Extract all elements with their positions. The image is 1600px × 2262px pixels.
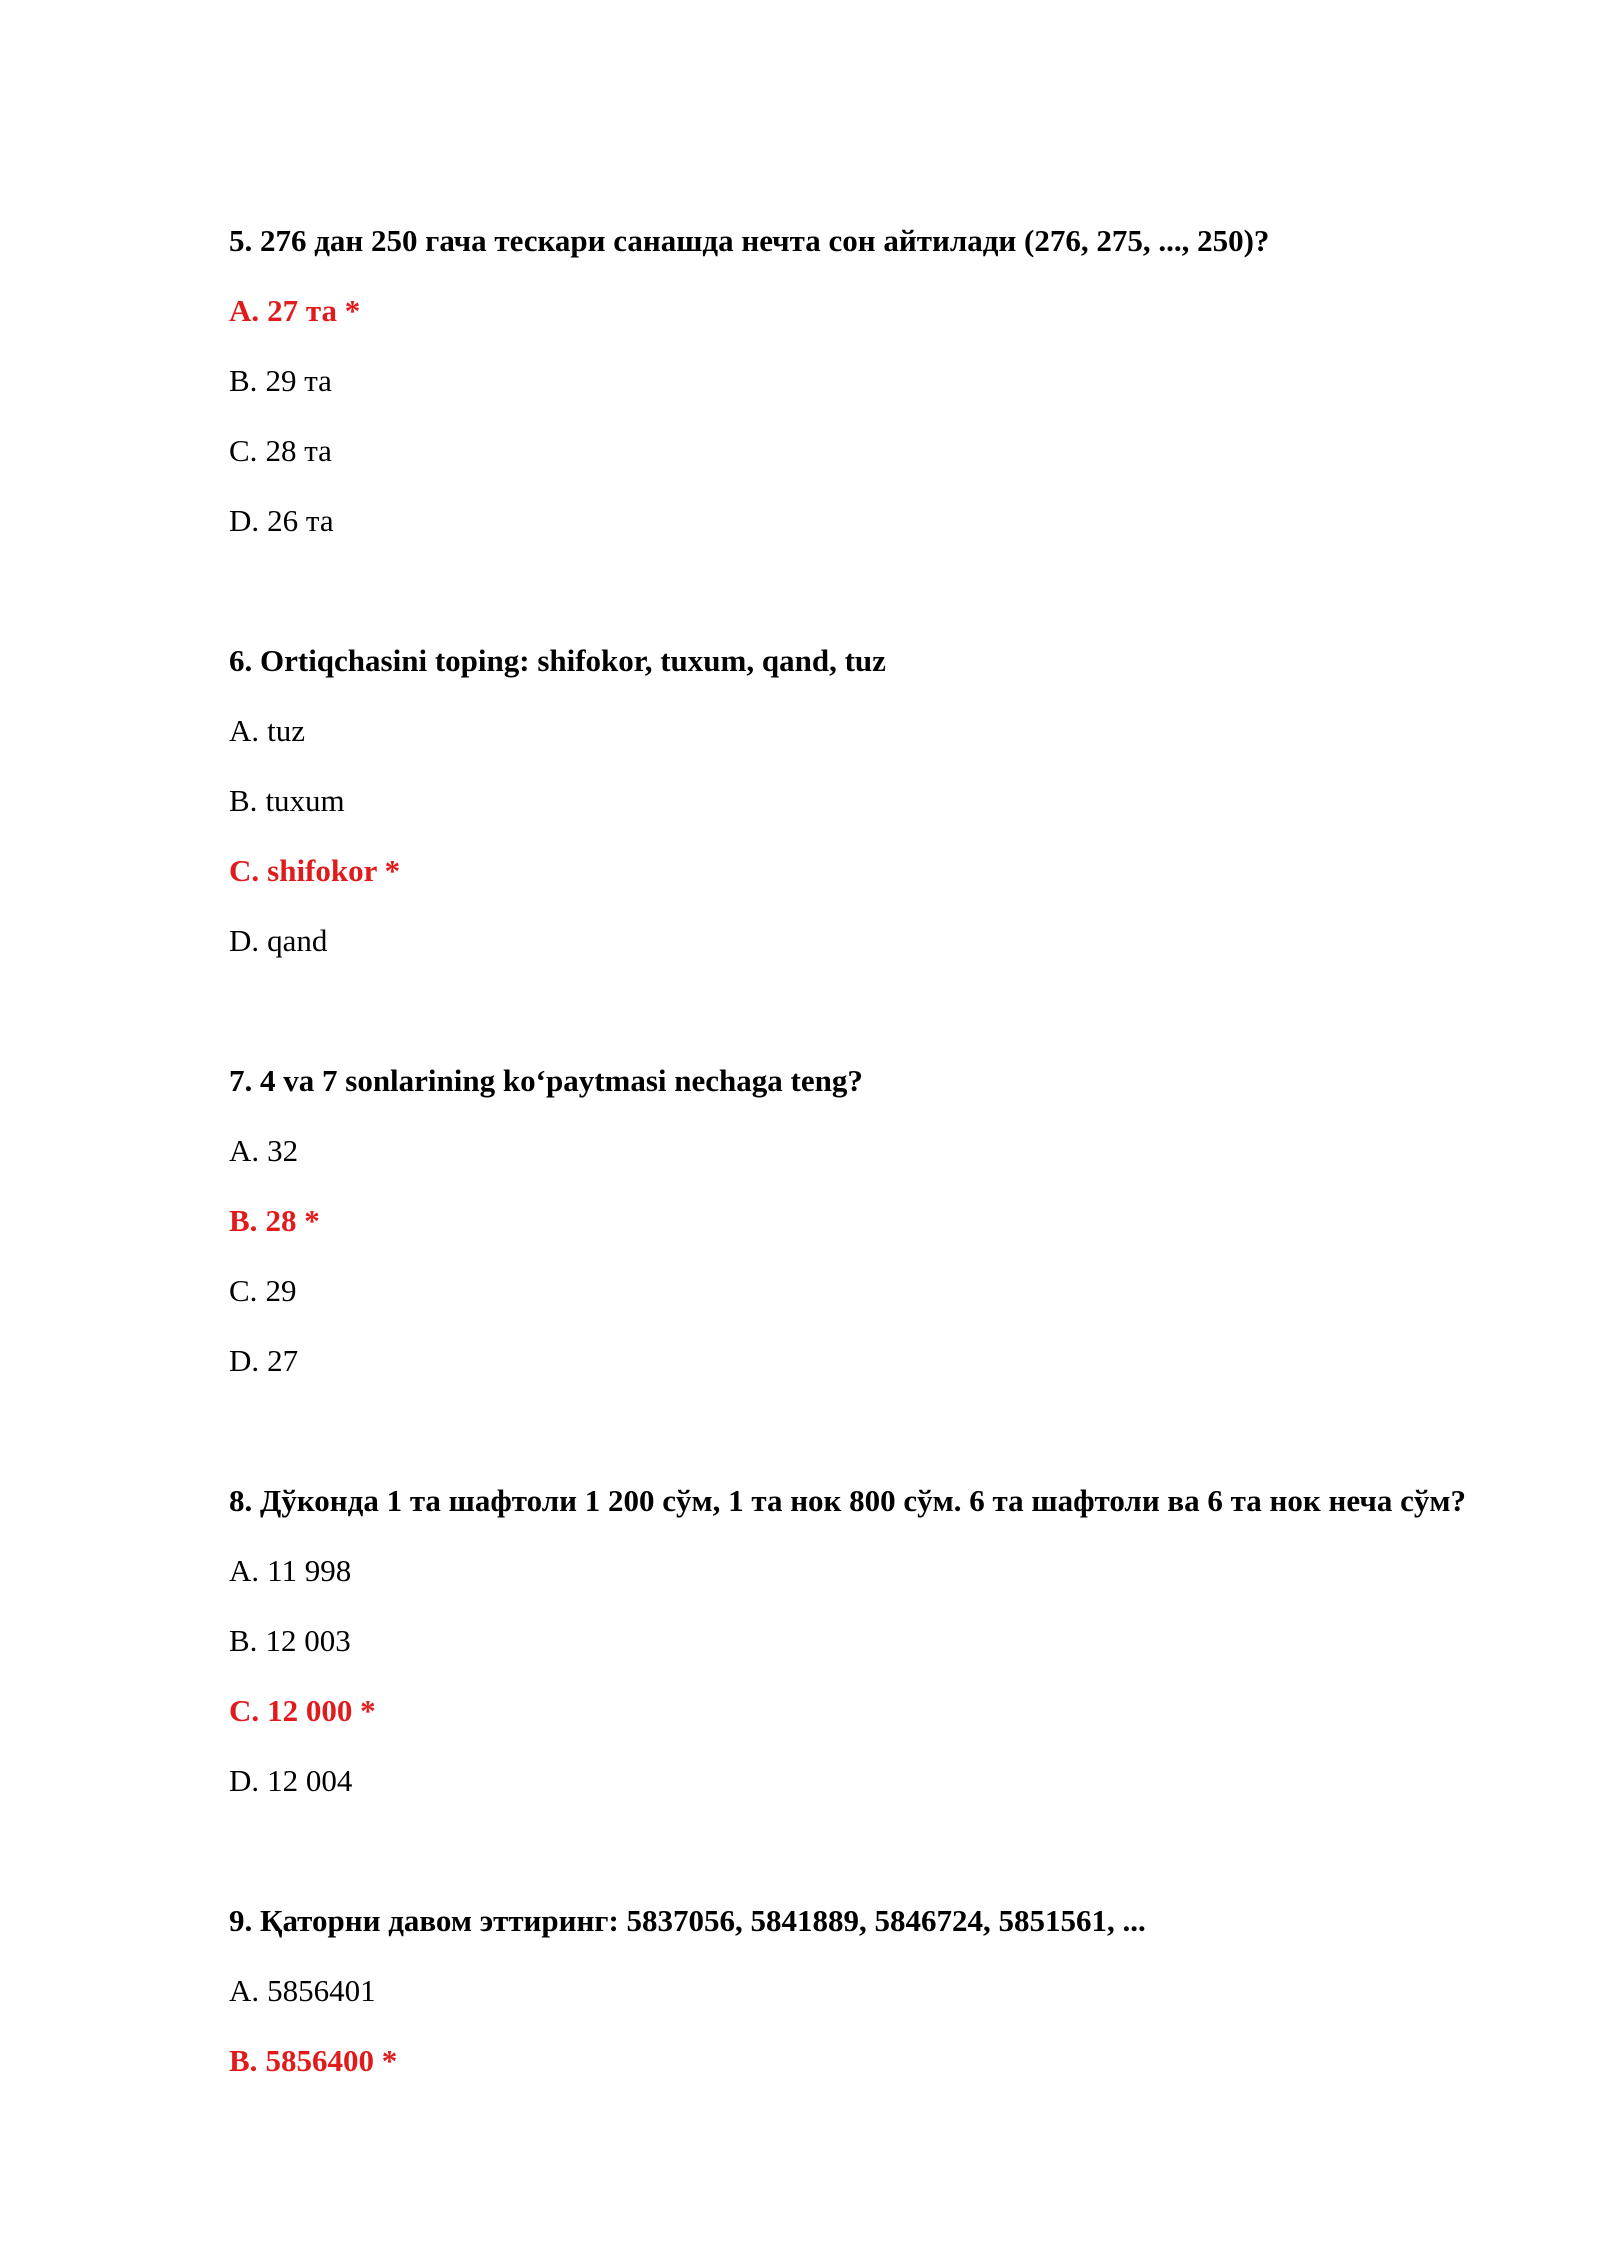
option-letter: A. [229,713,260,748]
spacer [229,988,1479,1058]
option-letter: B. [229,1203,258,1238]
option-label: 12 004 [267,1763,353,1798]
spacer [229,1408,1479,1478]
option-a [229,1968,1479,2014]
option-a [229,1128,1479,1174]
option-label: 32 [267,1133,299,1168]
question-text: 8. Дўконда 1 та шафтоли 1 200 сўм, 1 та нок 800 сўм. 6 та шафтоли ва 6 та нок неча сўм? [229,1483,1466,1518]
option-label: 26 та [267,503,334,538]
question-text: 5. 276 дан 250 гача тескари санашда нечта сон айтилади (276, 275, ..., 250)? [229,223,1270,258]
option-letter: A. [229,293,260,328]
option-b [229,2038,1479,2084]
spacer [229,1828,1479,1898]
option-label: 27 [267,1343,299,1378]
spacer [229,568,1479,638]
option-letter: D. [229,1763,260,1798]
option-d [229,498,1479,544]
option-letter: B. [229,783,258,818]
option-letter: B. [229,1623,258,1658]
option-letter: C. [229,853,260,888]
option-letter: A. [229,1133,260,1168]
question-text: 9. Қаторни давом эттиринг: 5837056, 5841889, 5846724, 5851561, ... [229,1903,1146,1938]
option-b [229,778,1479,824]
option-label: 5856401 [267,1973,376,2008]
option-b [229,358,1479,404]
option-b [229,1198,1479,1244]
question-text: 7. 4 va 7 sonlarining ko‘paytmasi nechaga teng? [229,1063,863,1098]
option-letter: B. [229,363,258,398]
option-label: qand [267,923,328,958]
option-c [229,1268,1479,1314]
option-d [229,1338,1479,1384]
option-letter: D. [229,923,260,958]
option-label: tuxum [265,783,345,818]
option-label: 11 998 [267,1553,352,1588]
question-9 [229,1898,1479,2084]
option-label: 5856400 * [265,2043,398,2078]
option-label: 12 003 [265,1623,351,1658]
option-label: 28 та [265,433,332,468]
option-a [229,1548,1479,1594]
option-label: 29 [265,1273,297,1308]
document-page [229,218,1479,2108]
option-letter: D. [229,1343,260,1378]
option-letter: C. [229,1693,260,1728]
option-a [229,288,1479,334]
option-label: tuz [267,713,306,748]
option-letter: A. [229,1553,260,1588]
option-c [229,428,1479,474]
option-c [229,848,1479,894]
option-c [229,1688,1479,1734]
option-label: 28 * [265,1203,320,1238]
option-d [229,1758,1479,1804]
question-text: 6. Ortiqchasini toping: shifokor, tuxum, qand, tuz [229,643,886,678]
question-5 [229,218,1479,544]
option-letter: C. [229,1273,258,1308]
option-a [229,708,1479,754]
option-label: 12 000 * [267,1693,376,1728]
option-letter: C. [229,433,258,468]
question-7 [229,1058,1479,1384]
option-letter: A. [229,1973,260,2008]
option-label: 27 та * [267,293,361,328]
option-b [229,1618,1479,1664]
option-letter: D. [229,503,260,538]
question-6 [229,638,1479,964]
option-label: shifokor * [267,853,401,888]
option-letter: B. [229,2043,258,2078]
option-d [229,918,1479,964]
question-8 [229,1478,1479,1804]
option-label: 29 та [265,363,332,398]
